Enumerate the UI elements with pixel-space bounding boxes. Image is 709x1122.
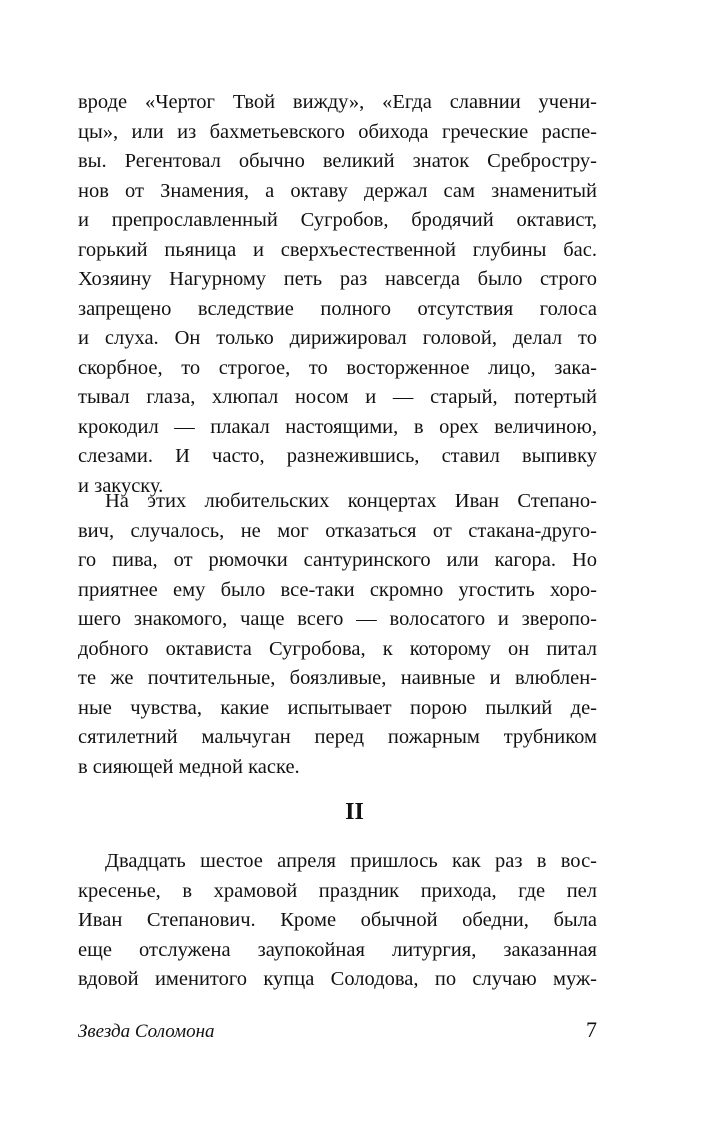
- text-line: ные чувства, какие испытывает порою пылкий де-: [78, 696, 597, 719]
- text-line: крокодил — плакал настоящими, в орех величиною,: [78, 415, 597, 438]
- text-line: запрещено вследствие полного отсутствия голоса: [78, 297, 597, 320]
- text-line: Иван Степанович. Кроме обычной обедни, была: [78, 909, 597, 931]
- text-line: те же почтительные, боязливые, наивные и влюблен-: [78, 667, 597, 689]
- text-line: в сияющей медной каске.: [78, 755, 300, 778]
- text-line: вич, случалось, не мог отказаться от стакана-друго-: [78, 519, 597, 542]
- running-footer-title: Звезда Соломона: [78, 1021, 215, 1042]
- text-line: Двадцать шестое апреля пришлось как раз в вос-: [105, 850, 597, 872]
- text-line: скорбное, то строгое, то восторженное лицо, зака-: [78, 356, 597, 379]
- text-line: тывал глаза, хлюпал носом и — старый, потертый: [78, 386, 597, 408]
- text-line: и закуску.: [78, 474, 164, 497]
- text-line: вроде «Чертог Твой вижду», «Егда славнии учени-: [78, 91, 597, 113]
- text-line: вы. Регентовал обычно великий знаток Сребростру-: [78, 150, 597, 172]
- text-line: На этих любительских концертах Иван Степано-: [105, 490, 597, 512]
- text-line: и слуха. Он только дирижировал головой, делал то: [78, 327, 597, 349]
- text-line: вдовой именитого купца Солодова, по случаю муж-: [78, 968, 597, 990]
- text-line: шего знакомого, чаще всего — волосатого и зверопо-: [78, 608, 597, 630]
- text-line: горький пьяница и сверхъестественной глубины бас.: [78, 238, 597, 261]
- text-line: го пива, от рюмочки сантуринского или кагора. Но: [78, 549, 597, 571]
- text-line: приятнее ему было все-таки скромно угостить хоро-: [78, 578, 597, 601]
- text-line: и препрославленный Сугробов, бродячий октавист,: [78, 209, 597, 231]
- text-line: нов от Знамения, а октаву держал сам знаменитый: [78, 179, 597, 202]
- text-line: кресенье, в храмовой праздник прихода, где пел: [78, 879, 597, 902]
- chapter-heading: II: [345, 799, 364, 825]
- paragraph-2: [78, 487, 597, 782]
- paragraph-1: [78, 88, 597, 501]
- text-line: сятилетний мальчуган перед пожарным трубником: [78, 726, 597, 748]
- text-line: цы», или из бахметьевского обихода греческие распе-: [78, 120, 597, 143]
- page-number: 7: [586, 1017, 597, 1042]
- paragraph-3: [78, 847, 597, 995]
- text-line: еще отслужена заупокойная литургия, заказанная: [78, 938, 597, 961]
- text-line: добного октависта Сугробова, к которому он питал: [78, 637, 597, 660]
- text-line: слезами. И часто, разнежившись, ставил выпивку: [78, 445, 597, 467]
- text-line: Хозяину Нагурному петь раз навсегда было строго: [78, 268, 597, 290]
